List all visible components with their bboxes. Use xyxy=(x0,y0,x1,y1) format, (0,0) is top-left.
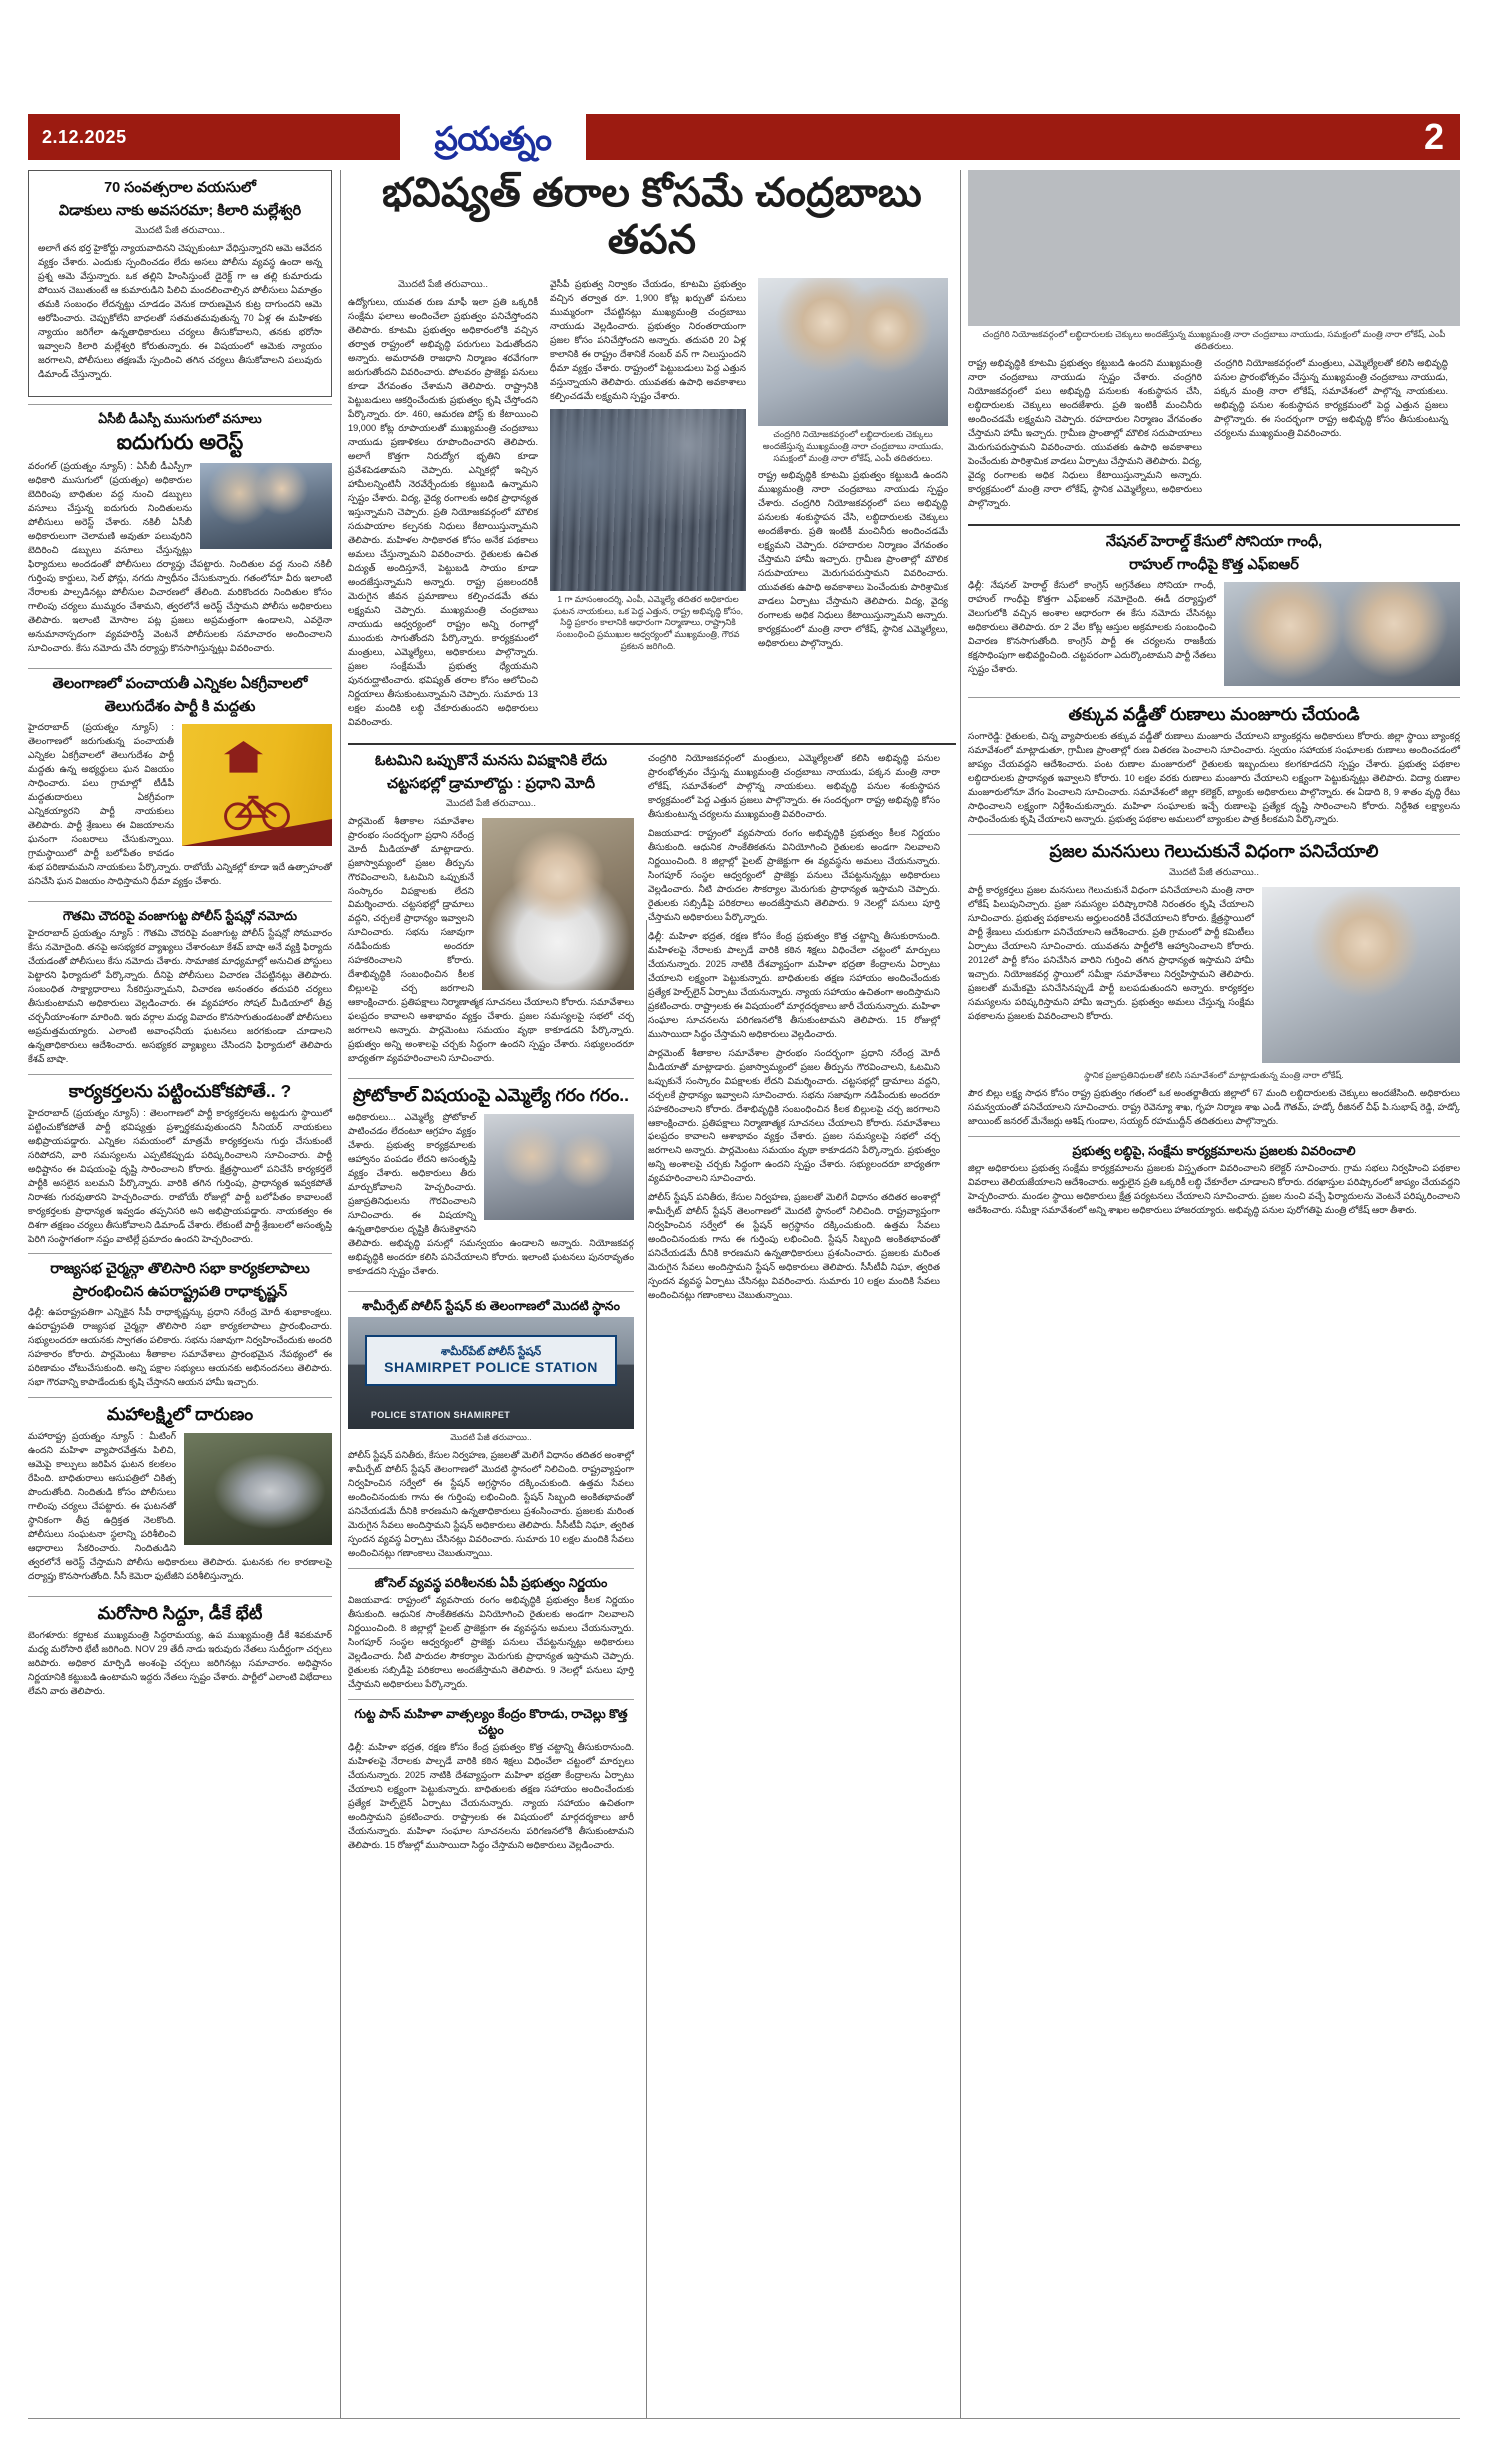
page-bottom-rule xyxy=(28,2418,1460,2419)
mid-lower-section xyxy=(348,752,956,1858)
article-rajyasabha-chairman xyxy=(28,1260,332,1390)
rule xyxy=(348,1078,634,1079)
article-gowthami-chowdary xyxy=(28,908,332,1067)
article-headline: కార్యకర్తలను పట్టించుకోకపోతే.. ? xyxy=(68,1080,292,1101)
article-body: ఢిల్లీ: మహిళా భద్రత, రక్షణ కోసం కేంద్ర ప్రభుత్వం కొత్త చట్టాన్ని తీసుకురానుంది. మహిళలపై నేరాలకు పాల్పడే వారికి కఠిన శిక్షలు విధించేలా చట్టంలో మార్పులు చేయనున్నారు. 2025 నాటికి దేశవ్యాప్తంగా మహిళా భద్రతా కేంద్రాలను ఏర్పాటు చేయాలని లక్ష్యంగా పెట్టుకున్నారు. బాధితులకు తక్షణ సహాయం అందించేందుకు ప్రత్యేక హెల్ప్‌లైన్ ఏర్పాటు చేయనున్నారు. న్యాయ సహాయం ఉచితంగా అందిస్తామని ప్రకటించారు. రాష్ట్రాలకు ఈ విషయంలో మార్గదర్శకాలు జారీ చేయనున్నారు. మహిళా సంఘాల సూచనలను పరిగణనలోకి తీసుకుంటామని తెలిపారు. 15 రోజుల్లో ముసాయిదా సిద్ధం చేస్తామని అధికారులు వెల్లడించారు. xyxy=(348,1742,634,1851)
article-body: మహారాష్ట్ర ప్రయత్నం న్యూస్ : మీటింగ్ ఉందని మహిళా వ్యాపారవేత్తను పిలిచి, ఆమెపై కాల్పులు జరిపిన ఘటన కలకలం రేపింది. బాధితురాలు ఆసుపత్రిలో చికిత్స పొందుతోంది. నిందితుడి కోసం పోలీసులు గాలింపు చర్యలు చేపట్టారు. ఈ ఘటనతో స్థానికంగా తీవ్ర ఉద్రిక్తత నెలకొంది. పోలీసులు సంఘటనా స్థలాన్ని పరిశీలించి ఆధారాలు సేకరించారు. నిందితుడిని త్వరలోనే అరెస్ట్ చేస్తామని పోలీసు అధికారులు తెలిపారు. ఘటనకు గల కారణాలపై దర్యాప్తు కొనసాగుతోంది. సీసీ కెమెరా ఫుటేజీని పరిశీలిస్తున్నారు. xyxy=(28,1430,332,1581)
rule xyxy=(968,524,1460,526)
article-body-2: పౌర బిల్లు లక్ష్య సాధన కోసం రాష్ట్ర ప్రభుత్వం గతంలో ఒక అంతర్జాతీయ జిల్లాలో 67 మంది లబ్ధిదారులకు చెక్కులు అందజేసింది. అధికారులు సమన్వయంతో పనిచేయాలని సూచించారు. రాష్ట్ర రెవెన్యూ శాఖ, గృహ నిర్మాణ శాఖ ఎండీ గౌతమ్, హడ్కో రీజినల్ చీఫ్ పి.సుభాష్ రెడ్డి, హడ్కో జాయింట్ జనరల్ మేనేజర్లు ఆశిష్ గుండాల, సయ్యద్ రహముద్దీన్ తదితరులు పాల్గొన్నారు. xyxy=(968,1087,1460,1126)
police-group-photo xyxy=(200,463,332,549)
police-sign-subtext: POLICE STATION SHAMIRPET xyxy=(370,1410,511,1421)
cm-chandrababu-photo xyxy=(968,170,1460,326)
article-win-peoples-hearts xyxy=(968,841,1460,1128)
publication-date: 2.12.2025 xyxy=(42,126,127,147)
article-mla-protocol xyxy=(348,1085,634,1284)
lokesh-mic-photo xyxy=(1262,887,1460,1063)
cm-handover-photo xyxy=(758,278,948,426)
rule xyxy=(28,668,332,669)
right-top-text xyxy=(968,357,1460,516)
right-column xyxy=(968,170,1460,1223)
article-headline: శామీర్పేట్ పోలీస్ స్టేషన్ కు తెలంగాణలో మొదటి స్థానం xyxy=(362,1298,620,1313)
bicycle-icon xyxy=(215,787,299,831)
police-sign-telugu: శామీర్‌పేట్ పోలీస్ స్టేషన్ xyxy=(440,1346,542,1359)
jump-note: మొదటి పేజీ తరువాయి.. xyxy=(1168,867,1260,879)
rule xyxy=(348,1291,634,1292)
article-body: హైదరాబాద్ ప్రయత్నం న్యూస్ : గౌతమి చౌదరిపై వంజాగుట్ట పోలీస్ స్టేషన్లో సోమవారం కేసు నమోదైంది. తనపై అసభ్యకర వ్యాఖ్యలు చేశారంటూ కేశవ్ బాషా అనే వ్యక్తి ఫిర్యాదు చేయడంతో పోలీసులు కేసు నమోదు చేశారు. సామాజిక మాధ్యమాల్లో అనుచిత పోస్టులు పెట్టారని ఫిర్యాదులో పేర్కొన్నారు. దీనిపై పోలీసులు విచారణ చేపట్టినట్లు తెలిపారు. సంబంధిత సాక్ష్యాధారాలు సేకరిస్తున్నామని, విచారణ అనంతరం తదుపరి చర్యలు తీసుకుంటామని అధికారులు వెల్లడించారు. ఈ వ్యవహారం సోషల్ మీడియాలో తీవ్ర చర్చనీయాంశంగా మారింది. ఇరు వర్గాల మధ్య వివాదం కొనసాగుతుండటంతో పోలీసులు అప్రమత్తమయ్యారు. ఎలాంటి అవాంఛనీయ ఘటనలు జరగకుండా చూడాలని ఉన్నతాధికారులు ఆదేశించారు. అసభ్యకర వ్యాఖ్యలు చేసిందని ఫిర్యాదులో తెలిపారు కేశవ్ బాషా. xyxy=(28,927,332,1064)
rule xyxy=(28,404,332,405)
article-body: ఢిల్లీ: నేషనల్ హెరాల్డ్ కేసులో కాంగ్రెస్ అగ్రనేతలు సోనియా గాంధీ, రాహుల్ గాంధీపై కొత్తగా ఎఫ్ఐఆర్ నమోదైంది. ఈడీ దర్యాప్తులో వెలుగులోకి వచ్చిన అంశాల ఆధారంగా ఈ కేసు నమోదు చేసినట్లు అధికారులు తెలిపారు. రూ 2 వేల కోట్ల ఆస్తుల అక్రమాలకు సంబంధించి విచారణ కొనసాగుతోంది. కాంగ్రెస్ పార్టీ ఈ చర్యలను రాజకీయ కక్షసాధింపుగా అభివర్ణించింది. చట్టపరంగా ఎదుర్కొంటామని పార్టీ నేతలు స్పష్టం చేశారు. xyxy=(968,579,1216,674)
jump-note: మొదటి పేజీ తరువాయి.. xyxy=(397,279,489,291)
article-body: పోలీస్ స్టేషన్ పనితీరు, కేసుల నిర్వహణ, ప్రజలతో మెలిగే విధానం తదితర అంశాల్లో శామీర్పేట్ పోలీస్ స్టేషన్ తెలంగాణలో మొదటి స్థానంలో నిలిచింది. రాష్ట్రవ్యాప్తంగా నిర్వహించిన సర్వేలో ఈ స్టేషన్ అగ్రస్థానం దక్కించుకుంది. ఉత్తమ సేవలు అందించినందుకు గాను ఈ గుర్తింపు లభించింది. స్టేషన్ సిబ్బంది అంకితభావంతో పనిచేయడమే దీనికి కారణమని ఉన్నతాధికారులు ప్రశంసించారు. ప్రజలకు మరింత మెరుగైన సేవలు అందిస్తామని స్టేషన్ అధికారులు తెలిపారు. సీసీటీవీ నిఘా, త్వరిత స్పందన వ్యవస్థ ఏర్పాటు చేసినట్లు వివరించారు. సుమారు 10 లక్షల మందికి సేవలు అందించినట్లు గణాంకాలు చెబుతున్నాయి. xyxy=(348,1449,634,1558)
rule xyxy=(28,1596,332,1597)
photo-caption: 1 గా మాసంఅందర్శి, ఎంపీ, ఎమ్మెల్యే తదితర అధికారుల ఘటన నాయకులు, ఒక పెద్ద ఎత్తున, రాష్ట్ర అభివృద్ధి కోసం, సిద్ధి ప్రకారం కాలానికి ఆధారంగా నిర్మాణాలు, రాష్ట్రానికి సంబంధించి ప్రముఖుల ఆధ్వర్యంలో ముఖ్యమంత్రి, గౌరవ ప్రకటన జరిగింది. xyxy=(552,594,744,651)
jump-note: మొదటి పేజీ తరువాయి.. xyxy=(445,797,537,809)
right-top-col-2 xyxy=(1214,357,1448,446)
continuation-body-4: పార్లమెంట్ శీతాకాల సమావేశాల ప్రారంభం సందర్భంగా ప్రధాని నరేంద్ర మోదీ మీడియాతో మాట్లాడారు. ప్రజాస్వామ్యంలో ప్రజల తీర్పును గౌరవించాలని, ఓటమిని ఒప్పుకునే సంస్కారం విపక్షాలకు లేదని విమర్శించారు. చట్టసభల్లో డ్రామాలు వద్దని, చర్చలకే ప్రాధాన్యం ఇవ్వాలని సూచించారు. సభను సజావుగా నడిపేందుకు అందరూ సహకరించాలని కోరారు. దేశాభివృద్ధికి సంబంధించిన కీలక బిల్లులపై చర్చ జరగాలని ఆకాంక్షించారు. ప్రతిపక్షాలు నిర్మాణాత్మక సూచనలు చేయాలని కోరారు. సమావేశాలు ఫలప్రదం కావాలని ఆశాభావం వ్యక్తం చేశారు. ప్రజల సమస్యలపై సభలో చర్చ జరగాలని అన్నారు. పార్లమెంటు సమయం వృథా కాకూడదని పేర్కొన్నారు. ప్రభుత్వం అన్ని అంశాలపై చర్చకు సిద్ధంగా ఉందని స్పష్టం చేశారు. సభ్యులందరూ బాధ్యతగా వ్యవహరించాలని సూచించారు. xyxy=(648,1047,940,1184)
article-body: రాష్ట్ర అభివృద్ధికి కూటమి ప్రభుత్వం కట్టుబడి ఉందని ముఖ్యమంత్రి నారా చంద్రబాబు నాయుడు స్పష్టం చేశారు. చంద్రగిరి నియోజకవర్గంలో పలు అభివృద్ధి పనులకు శంకుస్థాపన చేసి, లబ్ధిదారులకు చెక్కులు అందజేశారు. ప్రతి ఇంటికీ మంచినీరు అందించడమే లక్ష్యమని చెప్పారు. రహదారుల నిర్మాణం వేగవంతం చేస్తామని హామీ ఇచ్చారు. గ్రామీణ ప్రాంతాల్లో మౌలిక సదుపాయాలు మెరుగుపరుస్తామని వివరించారు. యువతకు ఉపాధి అవకాశాలు పెంచేందుకు పారిశ్రామిక వాడలు ఏర్పాటు చేస్తామని తెలిపారు. విద్య, వైద్య రంగాలకు అధిక నిధులు కేటాయిస్తున్నామని అన్నారు. కార్యక్రమంలో మంత్రి నారా లోకేష్, స్థానిక ఎమ్మెల్యేలు, అధికారులు పాల్గొన్నారు. xyxy=(968,358,1202,509)
mid-lower-col-1 xyxy=(348,752,634,1858)
article-body: జిల్లా అధికారులు ప్రభుత్వ సంక్షేమ కార్యక్రమాలను ప్రజలకు విస్తృతంగా వివరించాలని కలెక్టర్ సూచించారు. గ్రామ సభలు నిర్వహించి పథకాల వివరాలు తెలియజేయాలని ఆదేశించారు. అర్హులైన ప్రతి ఒక్కరికీ లబ్ధి చేకూరేలా చూడాలని కోరారు. దరఖాస్తుల పరిష్కారంలో జాప్యం చేయవద్దని హెచ్చరించారు. మండల స్థాయి అధికారులు క్షేత్ర పర్యటనలు చేయాలని సూచించారు. ప్రజల నుంచి వచ్చే ఫిర్యాదులను వెంటనే పరిష్కరించాలని ఆదేశించారు. సమీక్షా సమావేశంలో అన్ని శాఖల అధికారులు హాజరయ్యారు. అభివృద్ధి పనుల పురోగతిపై మంత్రి లోకేష్ ఆరా తీశారు. xyxy=(968,1163,1460,1216)
article-headline-line1: ఓటమిని ఒప్పుకొనే మనసు విపక్షానికి లేదు xyxy=(374,752,607,769)
article-body: అధికారులు... ఎమ్మెల్యే ప్రోటోకాల్ పాటించడం లేదంటూ ఆగ్రహం వ్యక్తం చేశారు. ప్రభుత్వ కార్యక్రమాలకు ఆహ్వానం పంపడం లేదని అసంతృప్తి వ్యక్తం చేశారు. అధికారులు తీరు మార్చుకోవాలని హెచ్చరించారు. ప్రజాప్రతినిధులను గౌరవించాలని సూచించారు. ఈ విషయాన్ని ఉన్నతాధికారుల దృష్టికి తీసుకెళ్తానని తెలిపారు. అభివృద్ధి పనుల్లో సమన్వయం ఉండాలని అన్నారు. నియోజకవర్గ అభివృద్ధికి అందరూ కలిసి పనిచేయాలని కోరారు. ఇలాంటి ఘటనలు పునరావృతం కాకూడదని స్పష్టం చేశారు. xyxy=(348,1112,634,1276)
article-headline-line2: విడాకులు నాకు అవసరమా; కిలారి మల్లేశ్వరి xyxy=(58,202,302,219)
photo-caption: చంద్రగిరి నియోజకవర్గంలో లబ్ధిదారులకు చెక్కులు అందజేస్తున్న ముఖ్యమంత్రి నారా చంద్రబాబు నాయుడు, సమక్షంలో మంత్రి నారా లోకేష్, ఎంపీ తదితరులు. xyxy=(982,329,1446,351)
rule xyxy=(968,697,1460,698)
lead-story xyxy=(348,278,956,735)
masthead xyxy=(28,114,1460,160)
sonia-rahul-photo xyxy=(1224,582,1460,686)
article-body-cont: చంద్రగిరి నియోజకవర్గంలో మంత్రులు, ఎమ్మెల్యేలతో కలిసి అభివృద్ధి పనుల ప్రారంభోత్సవం చేస్తున్న ముఖ్యమంత్రి చంద్రబాబు నాయుడు, పక్కన మంత్రి నారా లోకేష్, సమావేశంలో పాల్గొన్న నాయకులు. అభివృద్ధి పనుల శంకుస్థాపన కార్యక్రమంలో పెద్ద ఎత్తున ప్రజలు పాల్గొన్నారు. ఈ సందర్భంగా రాష్ట్ర అభివృద్ధి కోసం తీసుకుంటున్న చర్యలను ముఖ్యమంత్రి వివరించారు. xyxy=(1214,358,1448,439)
column-divider-2 xyxy=(960,170,961,2418)
article-body: సంగారెడ్డి: రైతులకు, చిన్న వ్యాపారులకు తక్కువ వడ్డీతో రుణాలు మంజూరు చేయాలని బ్యాంకర్లను అధికారులు కోరారు. జిల్లా స్థాయి బ్యాంకర్ల సమావేశంలో మాట్లాడుతూ, గ్రామీణ ప్రాంతాల్లో రుణ వితరణ పెంచాలని సూచించారు. స్వయం సహాయక సంఘాలకు రుణాలు అందించడంలో జాప్యం చేయవద్దని ఆదేశించారు. పంట రుణాల మంజూరులో రైతులకు ఇబ్బందులు కలగకూడదని స్పష్టం చేశారు. ప్రభుత్వ పథకాల లబ్ధిదారులకు ప్రాధాన్యత ఇవ్వాలని కోరారు. 10 లక్షల వరకు రుణాలు మంజూరు చేయాలని లక్ష్యంగా పెట్టుకున్నట్లు తెలిపారు. విద్యా రుణాల మంజూరులోనూ వేగం పెంచాలని సూచించారు. సమావేశంలో జిల్లా కలెక్టర్, బ్యాంకు అధికారులు పాల్గొన్నారు. ఈ ఏడాది 8, 9 శాతం వృద్ధి రేటు సాధించాలని లక్ష్యంగా నిర్దేశించుకున్నారు. మహిళా సంఘాలకు ఇచ్చే రుణాలపై ప్రత్యేక దృష్టి సారించాలని కోరారు. నిర్దేశిత లక్ష్యాలను సాధించేందుకు కృషి చేయాలని అన్నారు. ప్రభుత్వ పథకాల అమలులో బ్యాంకుల పాత్ర కీలకమని పేర్కొన్నారు. xyxy=(968,730,1460,825)
police-station-sign xyxy=(365,1335,617,1386)
right-top-col-1 xyxy=(968,357,1202,516)
article-headline: ప్రభుత్వ లబ్ధిపై, సంక్షేమ కార్యక్రమాలను ప్రజలకు వివరించాలి xyxy=(1072,1143,1356,1158)
police-sign-english: SHAMIRPET POLICE STATION xyxy=(384,1358,598,1375)
rule xyxy=(28,1074,332,1075)
article-body: హైదరాబాద్ (ప్రయత్నం న్యూస్) : తెలంగాణలో జరుగుతున్న పంచాయతీ ఎన్నికల ఏకగ్రీవాలలో తెలుగుదేశం పార్టీ మద్దతు ఉన్న అభ్యర్థులు ఘన విజయం సాధించారు. పలు గ్రామాల్లో టీడీపీ మద్దతుదారులు ఏకగ్రీవంగా ఎన్నికయ్యారని పార్టీ నాయకులు తెలిపారు. పార్టీ శ్రేణులు ఈ విజయాలను ఘనంగా సంబరాలు చేసుకున్నాయి. గ్రామస్థాయిలో పార్టీ బలోపేతం కావడం శుభ పరిణామమని నాయకులు పేర్కొన్నారు. రాబోయే ఎన్నికల్లో కూడా ఇదే ఉత్సాహంతో పనిచేసి ఘన విజయం సాధిస్తామని ధీమా వ్యక్తం చేశారు. xyxy=(28,721,332,886)
rule xyxy=(28,1397,332,1398)
middle-column xyxy=(348,170,956,1858)
shamirpet-police-station-photo xyxy=(348,1317,634,1429)
left-column xyxy=(28,170,332,1704)
article-siddu-dk-meeting xyxy=(28,1603,332,1699)
article-headline-line1: రాజ్యసభ చైర్మన్గా తొలిసారి సభా కార్యకలాపాలు xyxy=(50,1261,310,1278)
article-headline-line1: 70 సంవత్సరాల వయసులో xyxy=(104,180,256,196)
newspaper-logo-text: ప్రయత్నం xyxy=(434,119,552,157)
lead-body-col1: ఉద్యోగులు, యువత రుణ మాఫీ ఇలా ప్రతి ఒక్కరికీ సంక్షేమ ఫలాలు అందించేలా ప్రభుత్వం పనిచేస్తోందని తెలిపారు. కూటమి ప్రభుత్వం అధికారంలోకి వచ్చిన తర్వాత రాష్ట్రంలో అభివృద్ధి పరుగులు పెడుతోందని అన్నారు. అమరావతి రాజధాని నిర్మాణం శరవేగంగా జరుగుతోందని వివరించారు. పోలవరం ప్రాజెక్టు పనులు కూడా వేగవంతం చేశామని తెలిపారు. రాష్ట్రానికి పెట్టుబడులు ఆకర్షించేందుకు ప్రభుత్వం కృషి చేస్తోందని పేర్కొన్నారు. రూ. 460, ఆమరణ పోస్ట్ కు కేటాయించి 19,000 కోట్ల రూపాయలతో ముఖ్యమంత్రి చంద్రబాబు నాయుడు ప్రణాళికలు రూపొందించారని తెలిపారు. అలాగే కొత్తగా నిరుద్యోగ భృతిని కూడా ప్రవేశపెడతామని చెప్పారు. ఎన్నికల్లో ఇచ్చిన హామీలన్నింటినీ నెరవేర్చేందుకు కట్టుబడి ఉన్నామని స్పష్టం చేశారు. విద్య, వైద్య రంగాలకు అధిక ప్రాధాన్యత ఇస్తున్నామని చెప్పారు. ప్రతి నియోజకవర్గంలో మౌలిక సదుపాయాల కల్పనకు నిధులు కేటాయిస్తున్నామని తెలిపారు. మహిళల సాధికారత కోసం అనేక పథకాలు అమలు చేస్తున్నామని వివరించారు. రైతులకు ఉచిత విద్యుత్ అందిస్తూనే, పెట్టుబడి సాయం కూడా అందజేస్తున్నామని అన్నారు. రాష్ట్ర ప్రజలందరికీ మెరుగైన జీవన ప్రమాణాలు కల్పించడమే తమ లక్ష్యమని చెప్పారు. ముఖ్యమంత్రి చంద్రబాబు నాయుడు ఆధ్వర్యంలో రాష్ట్రం అన్ని రంగాల్లో ముందుకు సాగుతోందని పేర్కొన్నారు. కార్యక్రమంలో మంత్రులు, ఎమ్మెల్యేలు, అధికారులు పాల్గొన్నారు. ప్రజల సంక్షేమమే ప్రభుత్వ ధ్యేయమని పునరుద్ఘాటించారు. భవిష్యత్ తరాల కోసం ఆలోచించి నిర్ణయాలు తీసుకుంటున్నామని చెప్పారు. సుమారు 13 లక్షల మందికి లబ్ధి చేకూరుతుందని అధికారులు వివరించారు. xyxy=(348,297,538,727)
article-low-interest-loans xyxy=(968,704,1460,828)
newspaper-logo xyxy=(400,110,586,166)
article-headline: మహాలక్ష్మిలో దారుణం xyxy=(106,1404,254,1425)
article-headline: ఐదుగురు అరెస్ట్ xyxy=(116,430,244,454)
article-headline-line2: రాహుల్ గాంధీపై కొత్త ఎఫ్ఐఆర్ xyxy=(1129,556,1299,573)
article-women-safety-law xyxy=(348,1706,634,1853)
article-headline-line2: చట్టసభల్లో డ్రామాలొద్దు : ప్రధాని మోదీ xyxy=(386,775,596,792)
article-party-workers xyxy=(28,1081,332,1247)
article-body: బెంగళూరు: కర్ణాటక ముఖ్యమంత్రి సిద్ధరామయ్య, ఉప ముఖ్యమంత్రి డీకే శివకుమార్ మధ్య మరోసారి భేటీ జరిగింది. NOV 29 తేదీ నాడు ఇరువురు నేతలు సుదీర్ఘంగా చర్చలు జరిపారు. అధికార మార్పిడి అంశంపై చర్చలు జరిగినట్లు సమాచారం. అధిష్టానం నిర్ణయానికి కట్టుబడి ఉంటామని ఇద్దరు నేతలు స్పష్టం చేశారు. పార్టీలో ఎలాంటి విభేదాలు లేవని వారు తెలిపారు. xyxy=(28,1629,332,1696)
article-tdp-panchayat xyxy=(28,675,332,894)
mla-meeting-photo xyxy=(484,1114,634,1220)
article-kicker: ఏసీబీ డీఎస్పీ ముసుగులో వసూలు xyxy=(98,411,262,426)
article-body: పార్టీ కార్యకర్తలు ప్రజల మనసులు గెలుచుకునే విధంగా పనిచేయాలని మంత్రి నారా లోకేష్ పిలుపునిచ్చారు. ప్రజా సమస్యల పరిష్కారానికి నిరంతరం కృషి చేయాలని సూచించారు. ప్రభుత్వ పథకాలను అర్హులందరికీ చేరవేయాలని కోరారు. క్షేత్రస్థాయిలో పార్టీ శ్రేణులు చురుకుగా పనిచేయాలని ఆదేశించారు. ప్రతి గ్రామంలో పార్టీ కమిటీలు ఏర్పాటు చేయాలని సూచించారు. యువతను పార్టీలోకి ఆహ్వానించాలని కోరారు. 2012లో పార్టీ కోసం పనిచేసిన వారిని గుర్తించి తగిన ప్రాధాన్యత ఇస్తామని హామీ ఇచ్చారు. నియోజకవర్గ స్థాయిలో సమీక్షా సమావేశాలు నిర్వహిస్తామని తెలిపారు. ప్రజలతో మమేకమై పనిచేసినప్పుడే పార్టీ బలపడుతుందని అన్నారు. కార్యకర్తల సమస్యలను పరిష్కరిస్తామని హామీ ఇచ్చారు. ప్రభుత్వం అమలు చేస్తున్న సంక్షేమ పథకాలను ప్రజలకు వివరించాలని కోరారు. xyxy=(968,885,1254,1022)
article-headline-line2: ప్రారంభించిన ఉపరాష్ట్రపతి రాధాకృష్ణన్ xyxy=(72,1284,288,1301)
article-headline: తక్కువ వడ్డీతో రుణాలు మంజూరు చేయండి xyxy=(1068,703,1360,724)
article-explain-welfare-programs xyxy=(968,1143,1460,1218)
photo-caption: స్థానిక ప్రజాప్రతినిధులతో కలిసి సమావేశంలో మాట్లాడుతున్న మంత్రి నారా లోకేష్. xyxy=(1084,1070,1344,1081)
rule xyxy=(348,743,956,745)
rule xyxy=(28,1253,332,1254)
rule xyxy=(348,1699,634,1700)
tdp-flag-photo xyxy=(182,724,332,846)
article-headline: మరోసారి సిద్దూ, డీకే భేటీ xyxy=(97,1602,263,1623)
article-headline-line2: తెలుగుదేశం పార్టీ కి మద్దతు xyxy=(104,699,256,716)
continuation-body: చంద్రగిరి నియోజకవర్గంలో మంత్రులు, ఎమ్మెల్యేలతో కలిసి అభివృద్ధి పనుల ప్రారంభోత్సవం చేస్తున్న ముఖ్యమంత్రి చంద్రబాబు నాయుడు, పక్కన మంత్రి నారా లోకేష్, సమావేశంలో పాల్గొన్న నాయకులు. అభివృద్ధి పనుల శంకుస్థాపన కార్యక్రమంలో పెద్ద ఎత్తున ప్రజలు పాల్గొన్నారు. ఈ సందర్భంగా రాష్ట్ర అభివృద్ధి కోసం తీసుకుంటున్న చర్యలను ముఖ్యమంత్రి వివరించారు. xyxy=(648,752,940,819)
article-body: ఢిల్లీ: ఉపరాష్ట్రపతిగా ఎన్నికైన సీపీ రాధాకృష్ణన్కు ప్రధాని నరేంద్ర మోదీ శుభాకాంక్షలు. ఉపరాష్ట్రపతి రాజ్యసభ చైర్మన్గా తొలిసారి సభా కార్యకలాపాలు ప్రారంభించారు. సభ్యులందరూ ఆయనకు స్వాగతం పలికారు. సభను సజావుగా నిర్వహించేందుకు అందరి సహకారం కోరారు. పార్లమెంటు శీతాకాల సమావేశాలు ప్రారంభమైన నేపథ్యంలో ఈ పరిణామం చోటుచేసుకుంది. అన్ని పక్షాల సభ్యులు ఆయనకు అభినందనలు తెలిపారు. సభా గౌరవాన్ని కాపాడేందుకు కృషి చేస్తానని ఆయన హామీ ఇచ్చారు. xyxy=(28,1307,332,1388)
article-mahalakshmi-shooting xyxy=(28,1404,332,1589)
handgun-photo xyxy=(184,1433,332,1545)
continuation-body-5: పోలీస్ స్టేషన్ పనితీరు, కేసుల నిర్వహణ, ప్రజలతో మెలిగే విధానం తదితర అంశాల్లో శామీర్పేట్ పోలీస్ స్టేషన్ తెలంగాణలో మొదటి స్థానంలో నిలిచింది. రాష్ట్రవ్యాప్తంగా నిర్వహించిన సర్వేలో ఈ స్టేషన్ అగ్రస్థానం దక్కించుకుంది. ఉత్తమ సేవలు అందించినందుకు గాను ఈ గుర్తింపు లభించింది. స్టేషన్ సిబ్బంది అంకితభావంతో పనిచేయడమే దీనికి కారణమని ఉన్నతాధికారులు ప్రశంసించారు. ప్రజలకు మరింత మెరుగైన సేవలు అందిస్తామని స్టేషన్ అధికారులు తెలిపారు. సీసీటీవీ నిఘా, త్వరిత స్పందన వ్యవస్థ ఏర్పాటు చేసినట్లు వివరించారు. సుమారు 10 లక్షల మందికి సేవలు అందించినట్లు గణాంకాలు చెబుతున్నాయి. xyxy=(648,1192,940,1301)
lead-body-col3: రాష్ట్ర అభివృద్ధికి కూటమి ప్రభుత్వం కట్టుబడి ఉందని ముఖ్యమంత్రి నారా చంద్రబాబు నాయుడు స్పష్టం చేశారు. చంద్రగిరి నియోజకవర్గంలో పలు అభివృద్ధి పనులకు శంకుస్థాపన చేసి, లబ్ధిదారులకు చెక్కులు అందజేశారు. ప్రతి ఇంటికీ మంచినీరు అందించడమే లక్ష్యమని చెప్పారు. రహదారుల నిర్మాణం వేగవంతం చేస్తామని హామీ ఇచ్చారు. గ్రామీణ ప్రాంతాల్లో మౌలిక సదుపాయాలు మెరుగుపరుస్తామని వివరించారు. యువతకు ఉపాధి అవకాశాలు పెంచేందుకు పారిశ్రామిక వాడలు ఏర్పాటు చేస్తామని తెలిపారు. విద్య, వైద్య రంగాలకు అధిక నిధులు కేటాయిస్తున్నామని అన్నారు. కార్యక్రమంలో మంత్రి నారా లోకేష్, స్థానిక ఎమ్మెల్యేలు, అధికారులు పాల్గొన్నారు. xyxy=(758,470,948,648)
article-headline: జోసెల్ వ్యవస్థ పరిశీలనకు ఏపీ ప్రభుత్వం నిర్ణయం xyxy=(374,1575,608,1590)
article-national-herald xyxy=(968,533,1460,690)
article-body: విజయవాడ: రాష్ట్రంలో వ్యవసాయ రంగం అభివృద్ధికి ప్రభుత్వం కీలక నిర్ణయం తీసుకుంది. ఆధునిక సాంకేతికతను వినియోగించి రైతులకు అండగా నిలవాలని నిర్ణయించింది. 8 జిల్లాల్లో పైలట్ ప్రాజెక్టుగా ఈ వ్యవస్థను అమలు చేయనున్నారు. సింగపూర్ సంస్థల ఆధ్వర్యంలో ప్రాజెక్టు పనులు చేపట్టనున్నట్లు అధికారులు వెల్లడించారు. నీటి పారుదల సౌకర్యాల మెరుగుకు ప్రాధాన్యత ఇస్తామని చెప్పారు. రైతులకు సబ్సిడీపై పరికరాలు అందజేస్తామని తెలిపారు. 9 నెలల్లో పనులు పూర్తి చేస్తామని అధికారులు పేర్కొన్నారు. xyxy=(348,1594,634,1689)
rule xyxy=(348,1568,634,1569)
rule xyxy=(968,1136,1460,1137)
article-body: వరంగల్ (ప్రయత్నం న్యూస్) : ఏసీబీ డీఎస్పీగా అధికారి ముసుగులో (ప్రయత్నం) అధికారుల బెదిరింపు బాధితుల వద్ద నుంచి డబ్బులు వసూలు చేస్తున్న ఐదుగురు నిందితులను పోలీసులు అరెస్ట్ చేశారు. నకిలీ ఏసీబీ అధికారులుగా చెలామణి అవుతూ పలువురిని బెదిరించి డబ్బులు వసూలు చేస్తున్నట్లు ఫిర్యాదులు అందడంతో పోలీసులు దర్యాప్తు చేపట్టారు. నిందితుల వద్ద నుంచి నకిలీ గుర్తింపు కార్డులు, సెల్ ఫోన్లు, నగదు స్వాధీనం చేసుకున్నారు. గతంలోనూ వీరు ఇలాంటి నేరాలకు పాల్పడినట్లు పోలీసుల విచారణలో తేలింది. మరికొందరు నిందితుల కోసం గాలింపు చర్యలు ముమ్మరం చేశామని, త్వరలోనే అరెస్ట్ చేస్తామని పోలీసు అధికారులు తెలిపారు. ఇలాంటి మోసాల పట్ల ప్రజలు అప్రమత్తంగా ఉండాలని, ఎవరైనా అనుమానాస్పదంగా వ్యవహరిస్తే వెంటనే పోలీసులకు సమాచారం అందించాలని సూచించారు. కేసు నమోదు చేసి దర్యాప్తు కొనసాగిస్తున్నట్లు వివరించారు. xyxy=(28,461,332,654)
article-headline-line1: తెలంగాణలో పంచాయతీ ఎన్నికల ఏకగ్రీవాలలో xyxy=(52,676,308,693)
lead-story-col-3 xyxy=(758,278,948,656)
lead-body-col2: వైసీపీ ప్రభుత్వ నిర్వాకం చేయడం, కూటమి ప్రభుత్వం వచ్చిన తర్వాత రూ. 1,900 కోట్ల ఖర్చుతో పనులు ముమ్మరంగా చేపట్టినట్లు ముఖ్యమంత్రి చంద్రబాబు నాయుడు వెల్లడించారు. ప్రభుత్వం నిరంతరాయంగా ప్రజల కోసం పనిచేస్తోందని అన్నారు. తదుపరి 20 ఏళ్ల కాలానికి ఈ రాష్ట్రం దేశానికే నంబర్ వన్ గా నిలుస్తుందని ధీమా వ్యక్తం చేశారు. రాష్ట్రంలో పెట్టుబడులు పెద్ద ఎత్తున వస్తున్నాయని తెలిపారు. యువతకు ఉపాధి అవకాశాలు కల్పించడమే లక్ష్యమని స్పష్టం చేశారు. xyxy=(550,279,746,402)
article-headline: గుట్ట పాస్ మహిళా వాత్సల్యం కేంద్రం కొరాడు, రాచెల్లు కొత్త చట్టం xyxy=(354,1706,628,1738)
continuation-body-3: ఢిల్లీ: మహిళా భద్రత, రక్షణ కోసం కేంద్ర ప్రభుత్వం కొత్త చట్టాన్ని తీసుకురానుంది. మహిళలపై నేరాలకు పాల్పడే వారికి కఠిన శిక్షలు విధించేలా చట్టంలో మార్పులు చేయనున్నారు. 2025 నాటికి దేశవ్యాప్తంగా మహిళా భద్రతా కేంద్రాలను ఏర్పాటు చేయాలని లక్ష్యంగా పెట్టుకున్నారు. బాధితులకు తక్షణ సహాయం అందించేందుకు ప్రత్యేక హెల్ప్‌లైన్ ఏర్పాటు చేయనున్నారు. న్యాయ సహాయం ఉచితంగా అందిస్తామని ప్రకటించారు. రాష్ట్రాలకు ఈ విషయంలో మార్గదర్శకాలు జారీ చేయనున్నారు. మహిళా సంఘాల సూచనలను పరిగణనలోకి తీసుకుంటామని తెలిపారు. 15 రోజుల్లో ముసాయిదా సిద్ధం చేస్తామని అధికారులు వెల్లడించారు. xyxy=(648,930,940,1039)
article-shamirpet-police xyxy=(348,1298,634,1561)
continuation-body-2: విజయవాడ: రాష్ట్రంలో వ్యవసాయ రంగం అభివృద్ధికి ప్రభుత్వం కీలక నిర్ణయం తీసుకుంది. ఆధునిక సాంకేతికతను వినియోగించి రైతులకు అండగా నిలవాలని నిర్ణయించింది. 8 జిల్లాల్లో పైలట్ ప్రాజెక్టుగా ఈ వ్యవస్థను అమలు చేయనున్నారు. సింగపూర్ సంస్థల ఆధ్వర్యంలో ప్రాజెక్టు పనులు చేపట్టనున్నట్లు అధికారులు వెల్లడించారు. నీటి పారుదల సౌకర్యాల మెరుగుకు ప్రాధాన్యత ఇస్తామని చెప్పారు. రైతులకు సబ్సిడీపై పరికరాలు అందజేస్తామని తెలిపారు. 9 నెలల్లో పనులు పూర్తి చేస్తామని అధికారులు పేర్కొన్నారు. xyxy=(648,827,940,922)
photo-caption: మొదటి పేజీ తరువాయి.. xyxy=(450,1432,532,1443)
article-headline: ప్రోటోకాల్ విషయంపై ఎమ్మెల్యే గరం గరం.. xyxy=(353,1085,629,1106)
article-body: అలాగే తన భర్త హైకోర్టు న్యాయవాదినని చెప్పుకుంటూ వేధిస్తున్నారని ఆమె ఆవేదన వ్యక్తం చేశారు. ఎందుకు స్పందించడం లేదు అసలు పోలీసు వ్యవస్థ ఉందా అన్న ప్రశ్న ఆమె వేస్తున్నారు. ఒక తల్లిని హింసిస్తుంటే డైరెక్ట్‌ గా ఆ తల్లి కుమారుడు పోయిన చెబుతుంటే ఆ కుమారుడిని పిలిచి మందలించాల్సిన పోలీసులు ఏమాత్రం తమకి సంబంధం లేదన్నట్టు చూడడం వెనుక దారుణమైన కుట్ర దాగుందని ఆమె ఆరోపించారు. చెప్పుకోలేని బాధలతో సతమతమవుతున్న 70 ఏళ్ల ఈ మహిళకు న్యాయం జరిగేలా ఉన్నతాధికారులు చర్యలు తీసుకోవాలని, తనకు భరోసా ఇవ్వాలని కిలారి మల్లేశ్వరి కోరుతున్నారు. ఈ విషయంలో ఆమెకు న్యాయం జరగాలని, పోలీసులు తక్షణమే స్పందించి తగిన చర్యలు తీసుకోవాలని పలువురు డిమాండ్ చేస్తున్నారు. xyxy=(38,242,322,379)
column-divider-1 xyxy=(340,170,341,2418)
article-body: హైదరాబాద్ (ప్రయత్నం న్యూస్) : తెలంగాణలో పార్టీ కార్యకర్తలను అట్టడుగు స్థాయిలో పట్టించుకోకపోతే పార్టీ భవిష్యత్తు ప్రశ్నార్థకమవుతుందని సీనియర్ నాయకులు అభిప్రాయపడ్డారు. ఎన్నికల సమయంలో మాత్రమే కార్యకర్తలను గుర్తు చేసుకుంటే సరిపోదని, వారి సమస్యలను ఎప్పటికప్పుడు పరిష్కరించాలని సూచించారు. పార్టీ అధిష్టానం ఈ విషయంపై దృష్టి సారించాలని కోరారు. క్షేత్రస్థాయిలో పనిచేసే కార్యకర్తలే పార్టీకి అసలైన బలమని పేర్కొన్నారు. వారికి తగిన గుర్తింపు, ప్రాధాన్యత ఇవ్వకపోతే నిరాశకు గురవుతారని హెచ్చరించారు. రాబోయే రోజుల్లో పార్టీ బలోపేతం కావాలంటే కార్యకర్తలకు ప్రాధాన్యత ఇవ్వడం తప్పనిసరి అని అభిప్రాయపడ్డారు. నాయకత్వం ఈ దిశగా తక్షణం చర్యలు తీసుకోవాలని డిమాండ్ చేశారు. లేకుంటే పార్టీ శ్రేణులలో అసంతృప్తి పెరిగి సంస్థాగతంగా నష్టం వాటిల్లే ప్రమాదం ఉందని హెచ్చరించారు. xyxy=(28,1107,332,1244)
article-body: పార్లమెంట్ శీతాకాల సమావేశాల ప్రారంభం సందర్భంగా ప్రధాని నరేంద్ర మోదీ మీడియాతో మాట్లాడారు. ప్రజాస్వామ్యంలో ప్రజల తీర్పును గౌరవించాలని, ఓటమిని ఒప్పుకునే సంస్కారం విపక్షాలకు లేదని విమర్శించారు. చట్టసభల్లో డ్రామాలు వద్దని, చర్చలకే ప్రాధాన్యం ఇవ్వాలని సూచించారు. సభను సజావుగా నడిపేందుకు అందరూ సహకరించాలని కోరారు. దేశాభివృద్ధికి సంబంధించిన కీలక బిల్లులపై చర్చ జరగాలని ఆకాంక్షించారు. ప్రతిపక్షాలు నిర్మాణాత్మక సూచనలు చేయాలని కోరారు. సమావేశాలు ఫలప్రదం కావాలని ఆశాభావం వ్యక్తం చేశారు. ప్రజల సమస్యలపై సభలో చర్చ జరగాలని అన్నారు. పార్లమెంటు సమయం వృథా కాకూడదని పేర్కొన్నారు. ప్రభుత్వం అన్ని అంశాలపై చర్చకు సిద్ధంగా ఉందని స్పష్టం చేశారు. సభ్యులందరూ బాధ్యతగా వ్యవహరించాలని సూచించారు. xyxy=(348,815,634,1064)
page-number: 2 xyxy=(1423,116,1444,157)
lead-story-col-1 xyxy=(348,278,538,735)
rule xyxy=(968,834,1460,835)
article-kilari-malleshwari xyxy=(28,170,332,397)
main-headline: భవిష్యత్ తరాల కోసమే చంద్రబాబు తపన xyxy=(381,171,923,263)
photo-caption: చంద్రగిరి నియోజకవర్గంలో లబ్ధిదారులకు చెక్కులు అందజేస్తున్న ముఖ్యమంత్రి నారా చంద్రబాబు నాయుడు, సమక్షంలో మంత్రి నారా లోకేష్, ఎంపీ తదితరులు. xyxy=(762,429,944,463)
article-headline: ప్రజల మనసులు గెలుచుకునే విధంగా పనిచేయాలి xyxy=(1049,841,1379,862)
rule xyxy=(28,901,332,902)
article-ap-govt-decision xyxy=(348,1575,634,1692)
article-headline: గౌతమి చౌదరిపై వంజాగుట్ట పోలీస్ స్టేషన్లో నమోదు xyxy=(62,908,298,923)
article-acb-arrest xyxy=(28,411,332,662)
modi-portrait-photo xyxy=(482,818,634,990)
article-headline-line1: నేషనల్ హెరాల్డ్ కేసులో సోనియా గాంధీ, xyxy=(1105,534,1323,551)
article-modi-parliament xyxy=(348,752,634,1071)
jump-note: మొదటి పేజీ తరువాయి.. xyxy=(134,224,226,236)
mid-lower-col-2 xyxy=(648,752,940,1308)
crowd-photo xyxy=(550,409,746,591)
lead-story-col-2 xyxy=(550,278,746,657)
